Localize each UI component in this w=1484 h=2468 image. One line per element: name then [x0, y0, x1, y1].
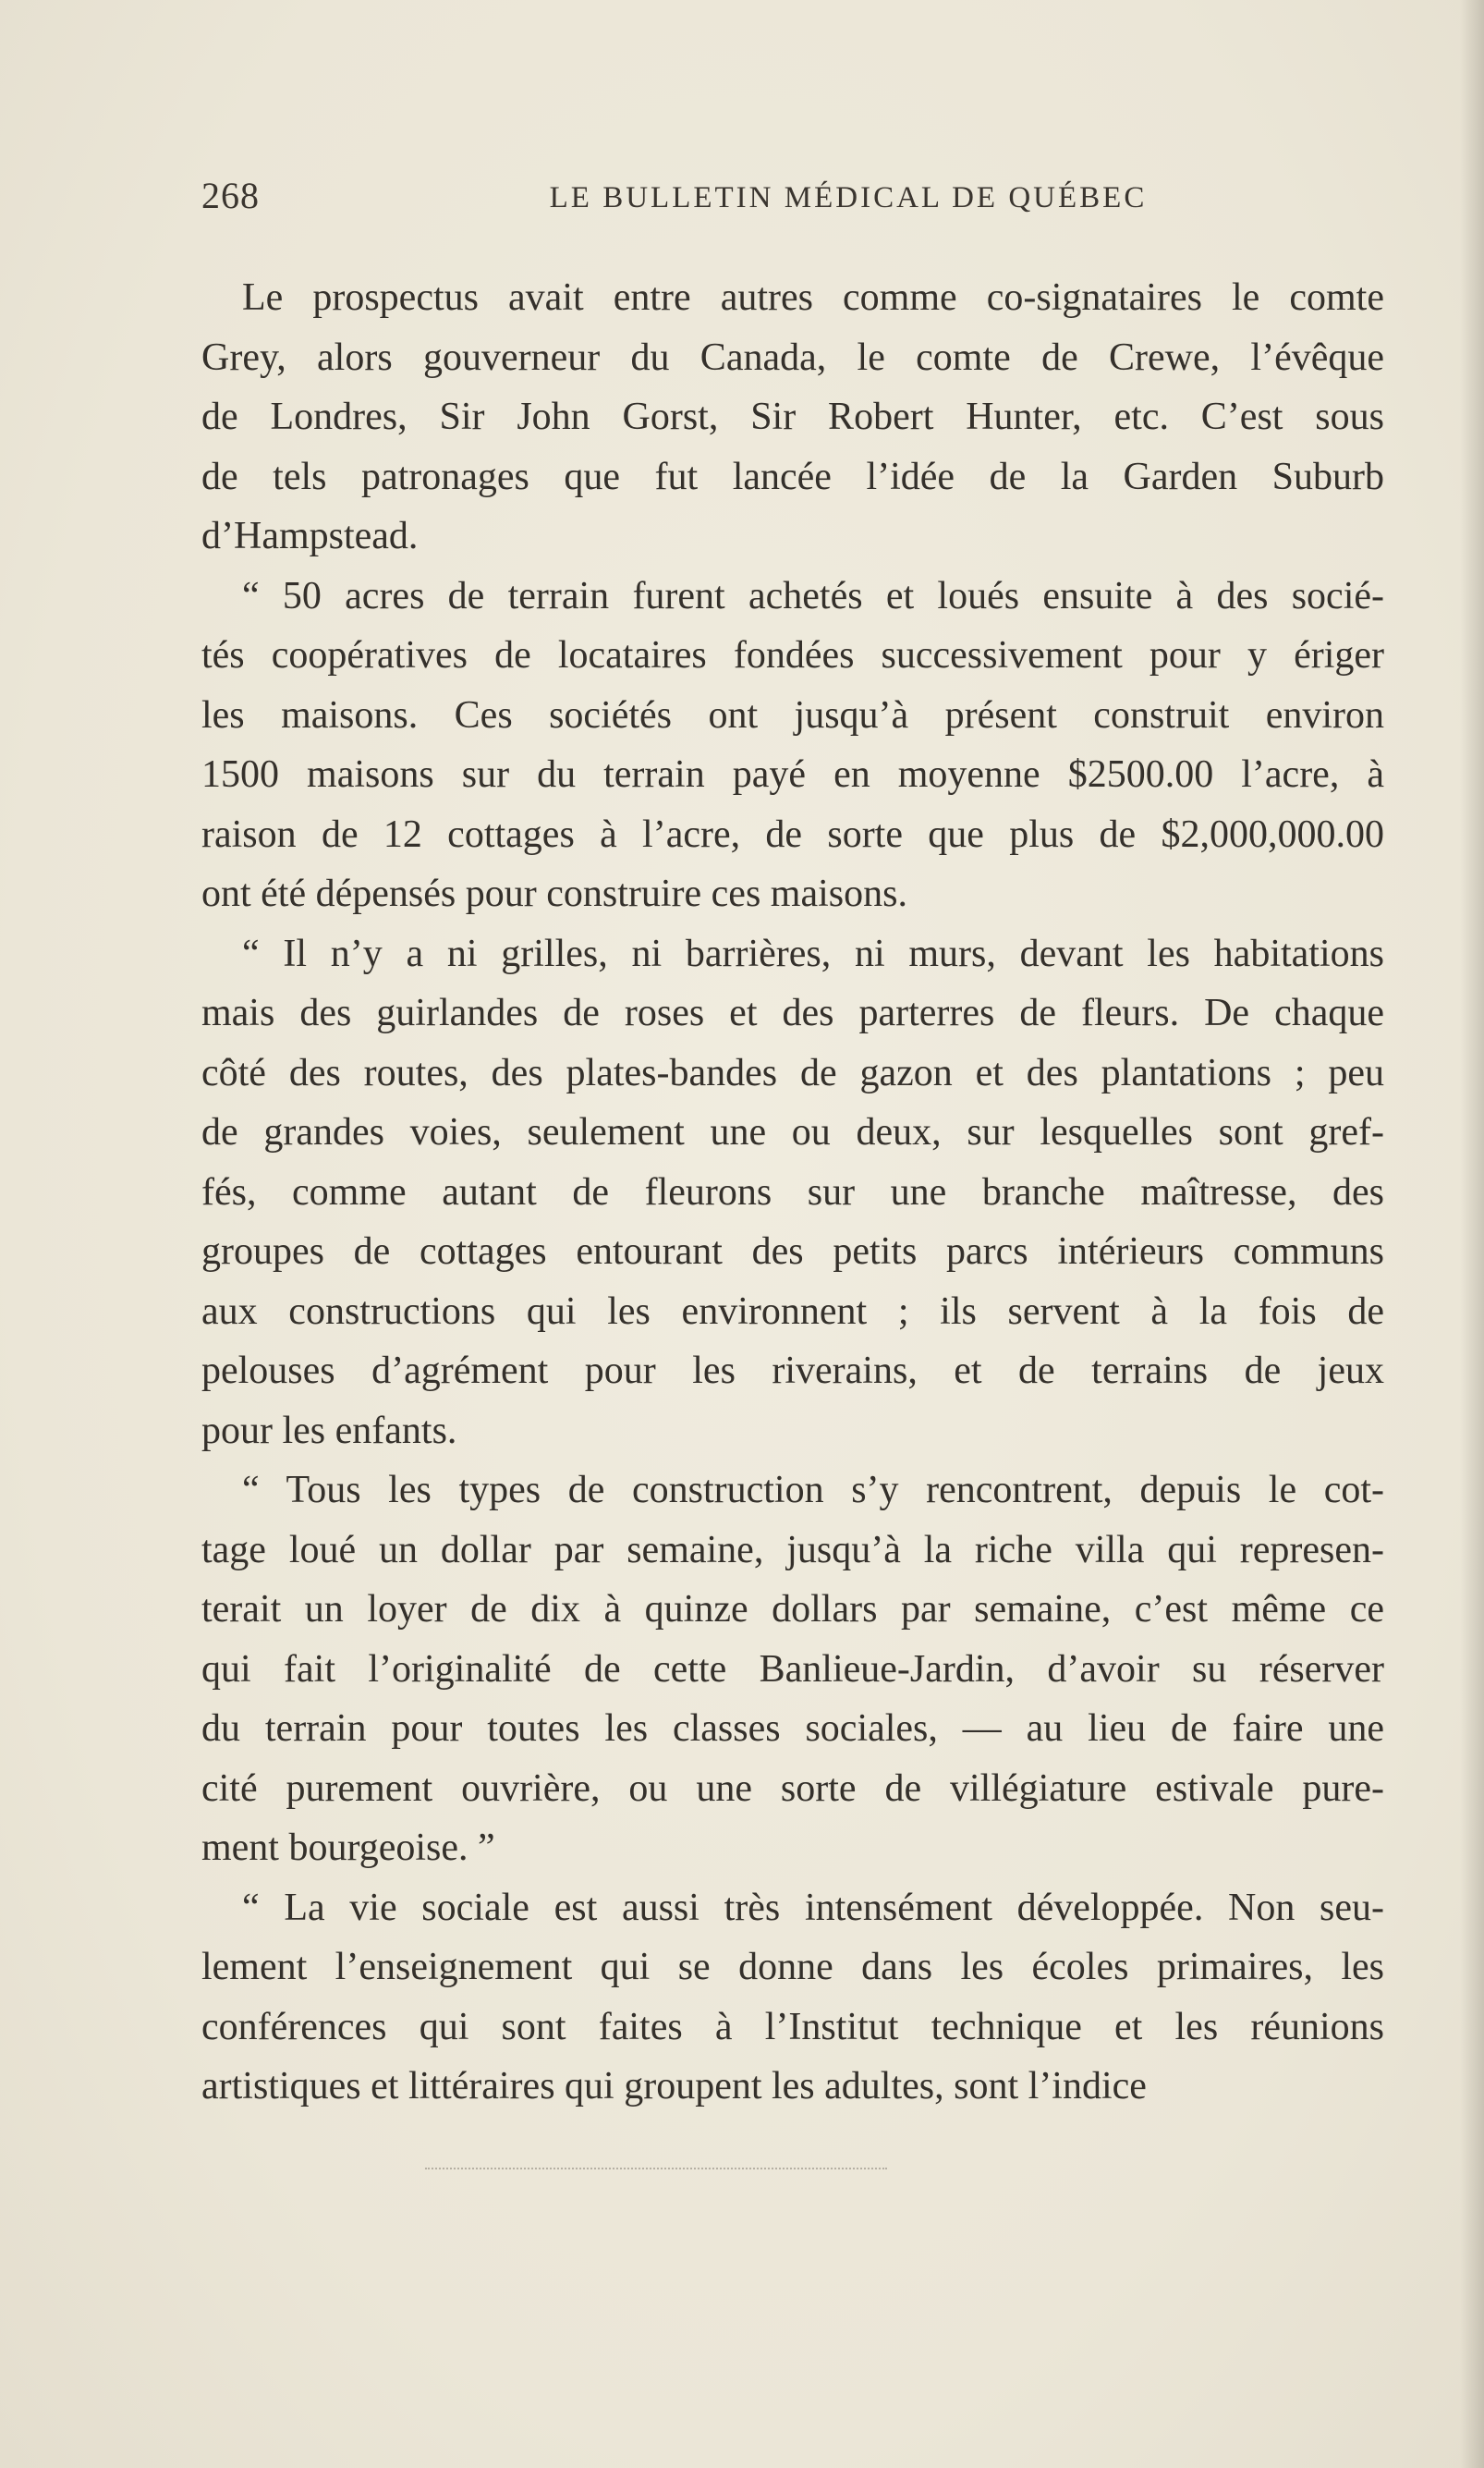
text-line: “ 50 acres de terrain furent achetés et loués ensuite à des socié- [242, 574, 1384, 617]
body-text [201, 268, 1384, 2117]
paragraph [201, 1878, 1384, 2117]
text-line: mais des guirlandes de roses et des parterres de fleurs. De chaque [201, 992, 1384, 1034]
text-line: Le prospectus avait entre autres comme co-signataires le comte [242, 276, 1384, 319]
page-edge-shadow [1460, 0, 1484, 2468]
text-line: les maisons. Ces sociétés ont jusqu’à présent construit environ [201, 693, 1384, 737]
paragraph [201, 924, 1384, 1461]
text-line: ont été dépensés pour construire ces maisons. [201, 873, 907, 915]
page-number: 268 [201, 175, 260, 216]
text-line: qui fait l’originalité de cette Banlieue-Jardin, d’avoir su réserver [201, 1647, 1384, 1691]
text-line: fés, comme autant de fleurons sur une branche maîtresse, des [201, 1170, 1384, 1214]
text-line: groupes de cottages entourant des petits parcs intérieurs communs [201, 1230, 1384, 1273]
text-line: de Londres, Sir John Gorst, Sir Robert Hunter, etc. C’est sous [201, 396, 1384, 438]
text-line: raison de 12 cottages à l’acre, de sorte que plus de $2,000,000.00 [201, 812, 1384, 856]
text-line: aux constructions qui les environnent ; ils servent à la fois de [201, 1289, 1384, 1333]
text-line: terait un loyer de dix à quinze dollars par semaine, c’est même ce [201, 1588, 1384, 1631]
text-line: d’Hampstead. [201, 515, 419, 557]
text-line: “ La vie sociale est aussi très intensément développée. Non seu- [242, 1886, 1384, 1929]
running-title: LE BULLETIN MÉDICAL DE QUÉBEC [549, 181, 1148, 214]
text-line: 1500 maisons sur du terrain payé en moyenne $2500.00 l’acre, à [201, 753, 1384, 796]
paragraph [201, 268, 1384, 567]
text-line: côté des routes, des plates-bandes de gazon et des plantations ; peu [201, 1051, 1384, 1094]
text-line: “ Tous les types de construction s’y rencontrent, depuis le cot- [242, 1469, 1384, 1511]
text-line: pour les enfants. [201, 1409, 457, 1452]
text-line: tés coopératives de locataires fondées successivement pour y ériger [201, 634, 1384, 677]
paragraph [201, 567, 1384, 924]
text-line: lement l’enseignement qui se donne dans les écoles primaires, les [201, 1946, 1384, 1988]
text-line: ment bourgeoise. ” [201, 1827, 495, 1869]
text-line: Grey, alors gouverneur du Canada, le comte de Crewe, l’évêque [201, 336, 1384, 379]
text-line: de tels patronages que fut lancée l’idée de la Garden Suburb [201, 455, 1384, 498]
text-line: cité purement ouvrière, ou une sorte de villégiature estivale pure- [201, 1766, 1384, 1810]
text-line: pelouses d’agrément pour les riverains, et de terrains de jeux [201, 1350, 1384, 1392]
text-line: conférences qui sont faites à l’Institut technique et les réunions [201, 2005, 1384, 2048]
text-line: artistiques et littéraires qui groupent les adultes, sont l’indice [201, 2065, 1147, 2108]
text-line: du terrain pour toutes les classes sociales, — au lieu de faire une [201, 1707, 1384, 1750]
text-line: “ Il n’y a ni grilles, ni barrières, ni murs, devant les habitations [242, 932, 1384, 975]
text-line: de grandes voies, seulement une ou deux, sur lesquelles sont gref- [201, 1111, 1384, 1154]
text-line: tage loué un dollar par semaine, jusqu’à la riche villa qui represen- [201, 1528, 1384, 1571]
footer-print-marks [425, 2168, 887, 2181]
page-header [201, 168, 1384, 224]
paragraph [201, 1460, 1384, 1878]
